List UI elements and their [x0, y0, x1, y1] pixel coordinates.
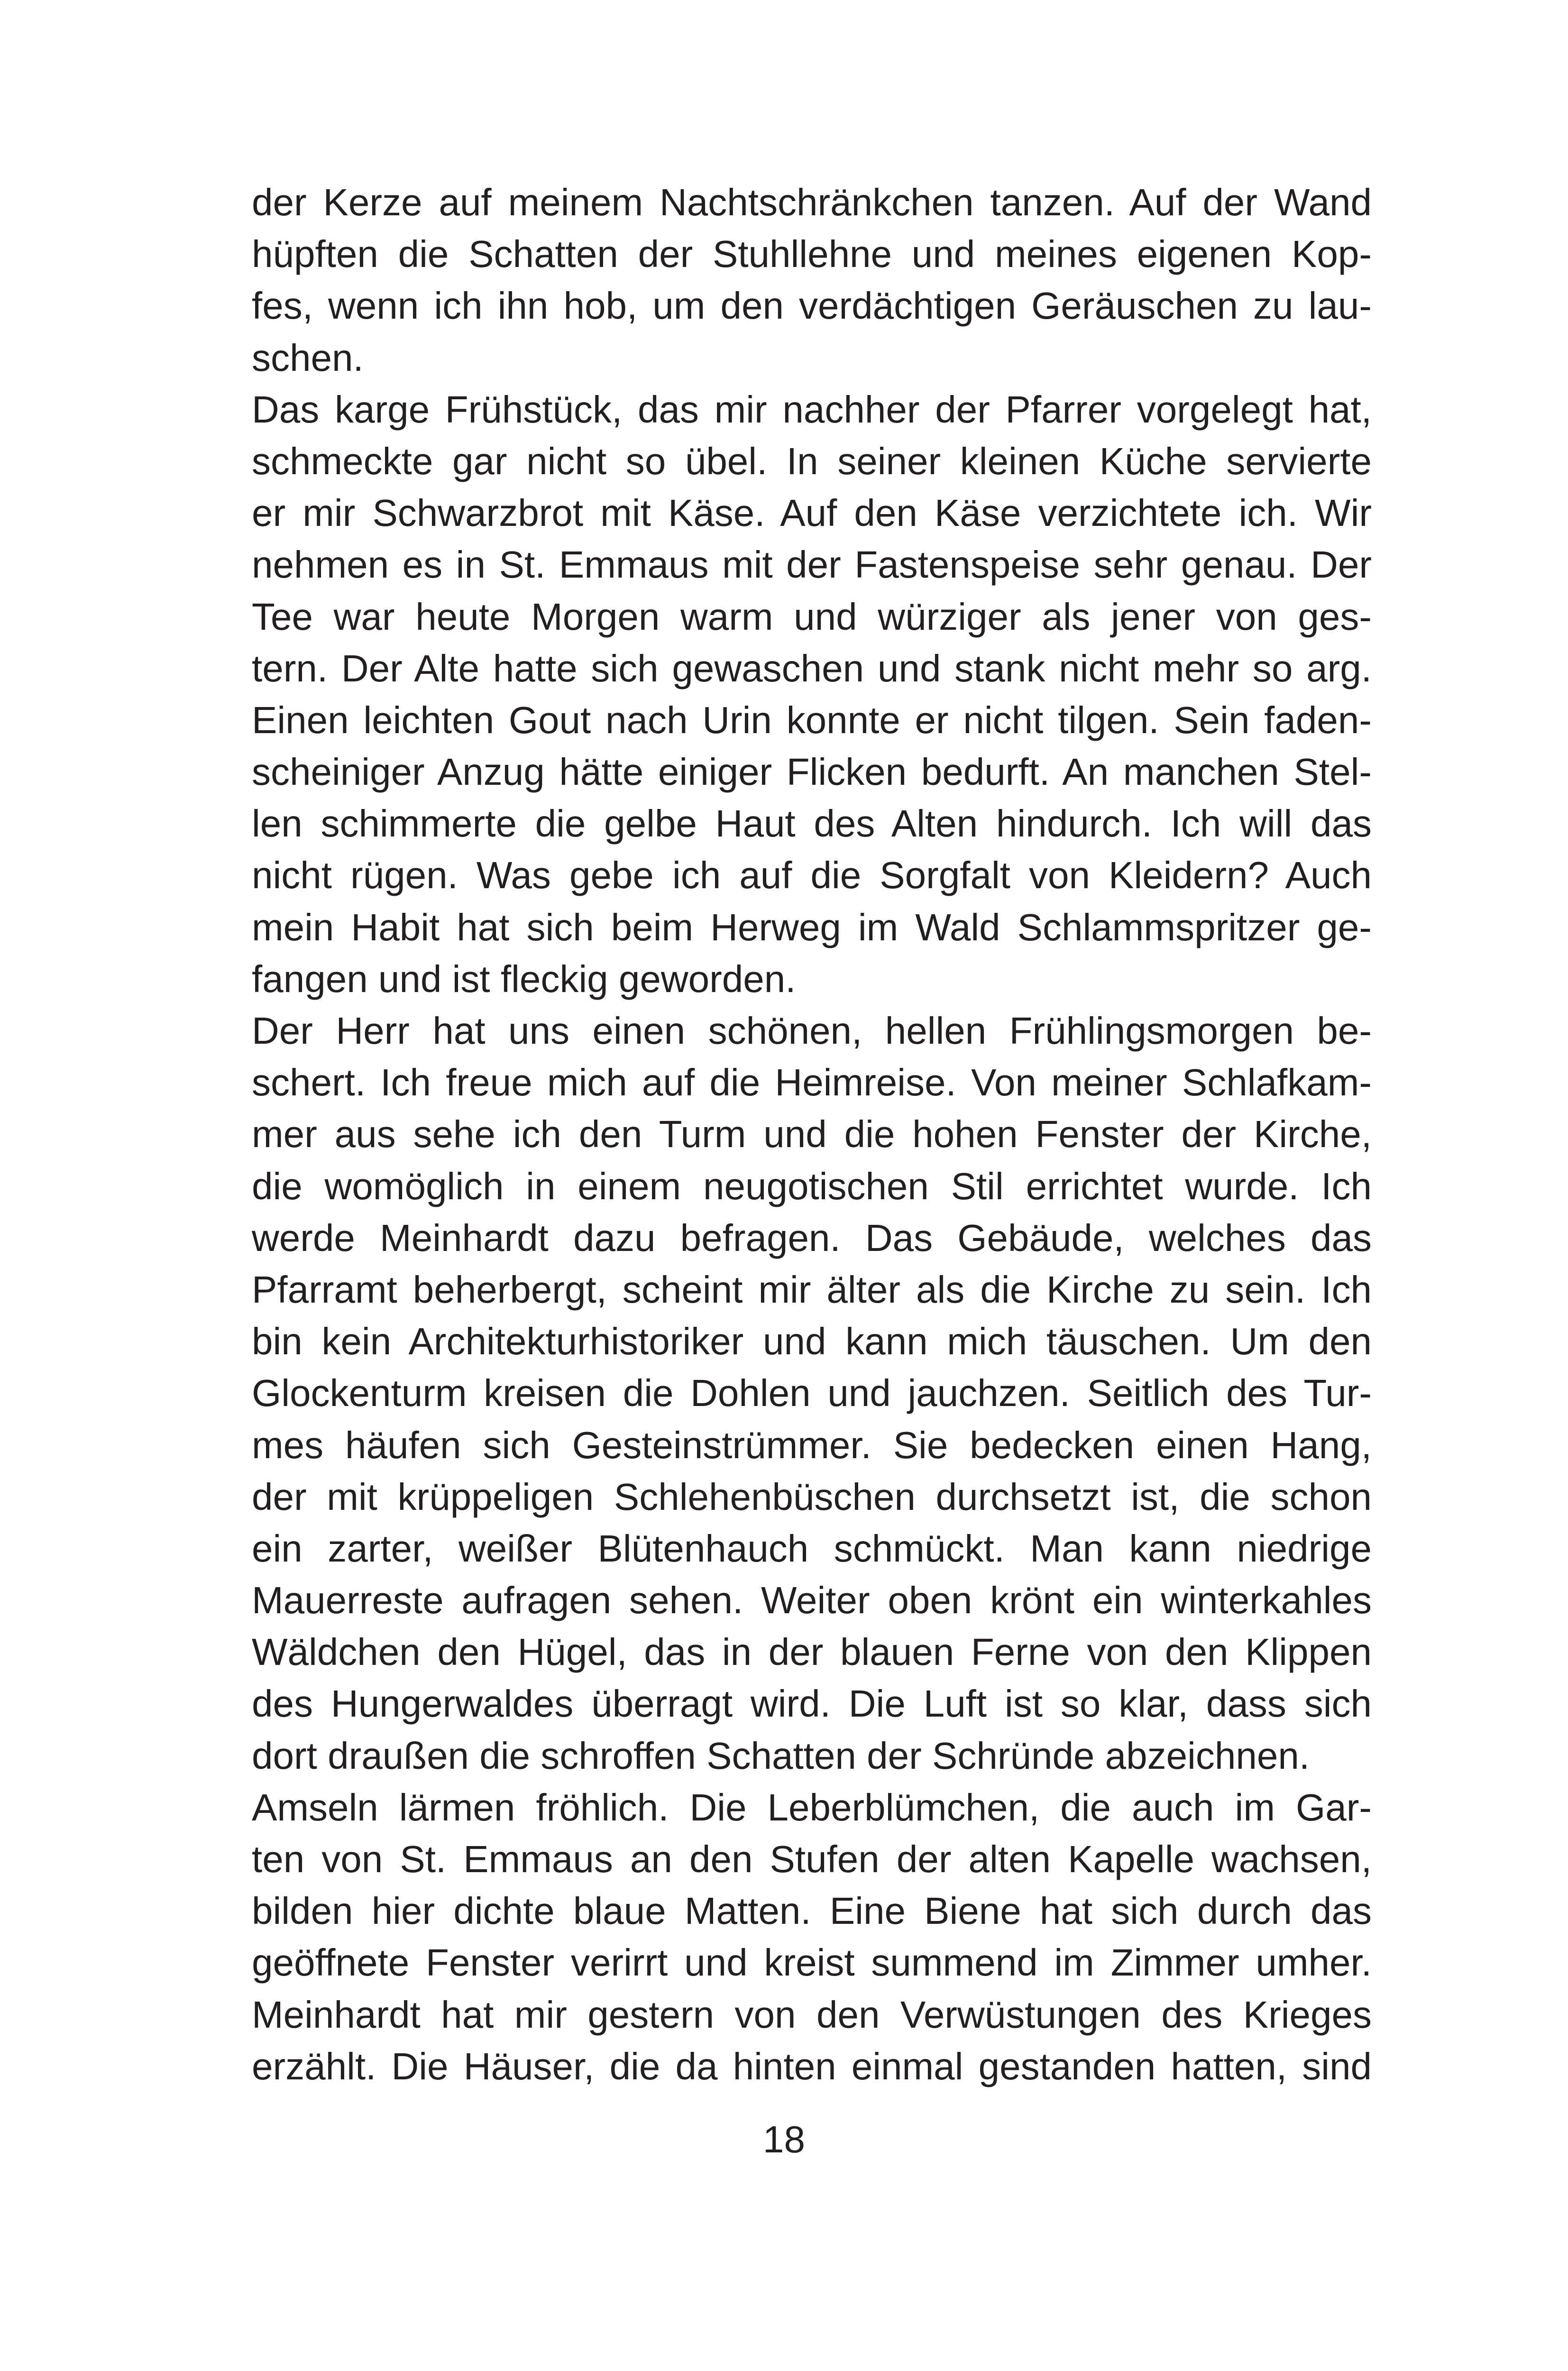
text-line: hüpften die Schatten der Stuhllehne und meines eigenen Kop-	[252, 233, 1372, 276]
text-line: nicht rügen. Was gebe ich auf die Sorgfalt von Kleidern? Auch	[252, 854, 1372, 897]
text-line: bin kein Architekturhistoriker und kann mich täuschen. Um den	[252, 1320, 1372, 1363]
text-line: erzählt. Die Häuser, die da hinten einmal gestanden hatten, sind	[252, 2045, 1372, 2087]
text-line: fangen und ist fleckig geworden.	[252, 957, 796, 1000]
text-line: schen.	[252, 336, 364, 379]
body-text	[252, 176, 1372, 2092]
text-line: schert. Ich freue mich auf die Heimreise. Von meiner Schlafkam-	[252, 1061, 1372, 1104]
text-line: mein Habit hat sich beim Herweg im Wald Schlammspritzer ge-	[252, 906, 1372, 948]
text-line: der Kerze auf meinem Nachtschränkchen tanzen. Auf der Wand	[252, 181, 1372, 223]
text-line: werde Meinhardt dazu befragen. Das Gebäude, welches das	[252, 1216, 1372, 1259]
text-line: Meinhardt hat mir gestern von den Verwüstungen des Krieges	[252, 1993, 1372, 2036]
text-line: mes häufen sich Gesteinstrümmer. Sie bedecken einen Hang,	[252, 1424, 1372, 1466]
text-line: scheiniger Anzug hätte einiger Flicken bedurft. An manchen Stel-	[252, 751, 1372, 793]
text-line: Amseln lärmen fröhlich. Die Leberblümchen, die auch im Gar-	[252, 1786, 1372, 1829]
text-line: ten von St. Emmaus an den Stufen der alten Kapelle wachsen,	[252, 1838, 1372, 1880]
text-line: Einen leichten Gout nach Urin konnte er nicht tilgen. Sein faden-	[252, 698, 1372, 741]
text-line: fes, wenn ich ihn hob, um den verdächtigen Geräuschen zu lau-	[252, 285, 1372, 327]
text-line: nehmen es in St. Emmaus mit der Fastenspeise sehr genau. Der	[252, 543, 1372, 586]
text-line: des Hungerwaldes überragt wird. Die Luft ist so klar, dass sich	[252, 1682, 1372, 1725]
page-number: 18	[763, 2118, 805, 2160]
text-line: Der Herr hat uns einen schönen, hellen Frühlingsmorgen be-	[252, 1010, 1372, 1052]
text-line: ein zarter, weißer Blütenhauch schmückt. Man kann niedrige	[252, 1527, 1372, 1570]
text-line: Glockenturm kreisen die Dohlen und jauchzen. Seitlich des Tur-	[252, 1372, 1372, 1415]
text-line: mer aus sehe ich den Turm und die hohen Fenster der Kirche,	[252, 1113, 1372, 1156]
text-line: dort draußen die schroffen Schatten der Schründe abzeichnen.	[252, 1734, 1310, 1777]
text-line: er mir Schwarzbrot mit Käse. Auf den Käse verzichtete ich. Wir	[252, 492, 1372, 534]
text-line: geöffnete Fenster verirrt und kreist summend im Zimmer umher.	[252, 1941, 1372, 1984]
text-line: Tee war heute Morgen warm und würziger als jener von ges-	[252, 595, 1372, 638]
text-line: der mit krüppeligen Schlehenbüschen durchsetzt ist, die schon	[252, 1475, 1372, 1518]
text-line: bilden hier dichte blaue Matten. Eine Biene hat sich durch das	[252, 1890, 1372, 1932]
text-line: Mauerreste aufragen sehen. Weiter oben krönt ein winterkahles	[252, 1579, 1372, 1622]
text-line: Wäldchen den Hügel, das in der blauen Ferne von den Klippen	[252, 1631, 1372, 1673]
text-line: Pfarramt beherbergt, scheint mir älter als die Kirche zu sein. Ich	[252, 1268, 1372, 1311]
text-line: len schimmerte die gelbe Haut des Alten hindurch. Ich will das	[252, 802, 1372, 845]
text-line: tern. Der Alte hatte sich gewaschen und stank nicht mehr so arg.	[252, 647, 1372, 689]
text-line: schmeckte gar nicht so übel. In seiner kleinen Küche servierte	[252, 440, 1372, 482]
text-line: die womöglich in einem neugotischen Stil errichtet wurde. Ich	[252, 1165, 1372, 1207]
text-line: Das karge Frühstück, das mir nachher der Pfarrer vorgelegt hat,	[252, 388, 1372, 431]
